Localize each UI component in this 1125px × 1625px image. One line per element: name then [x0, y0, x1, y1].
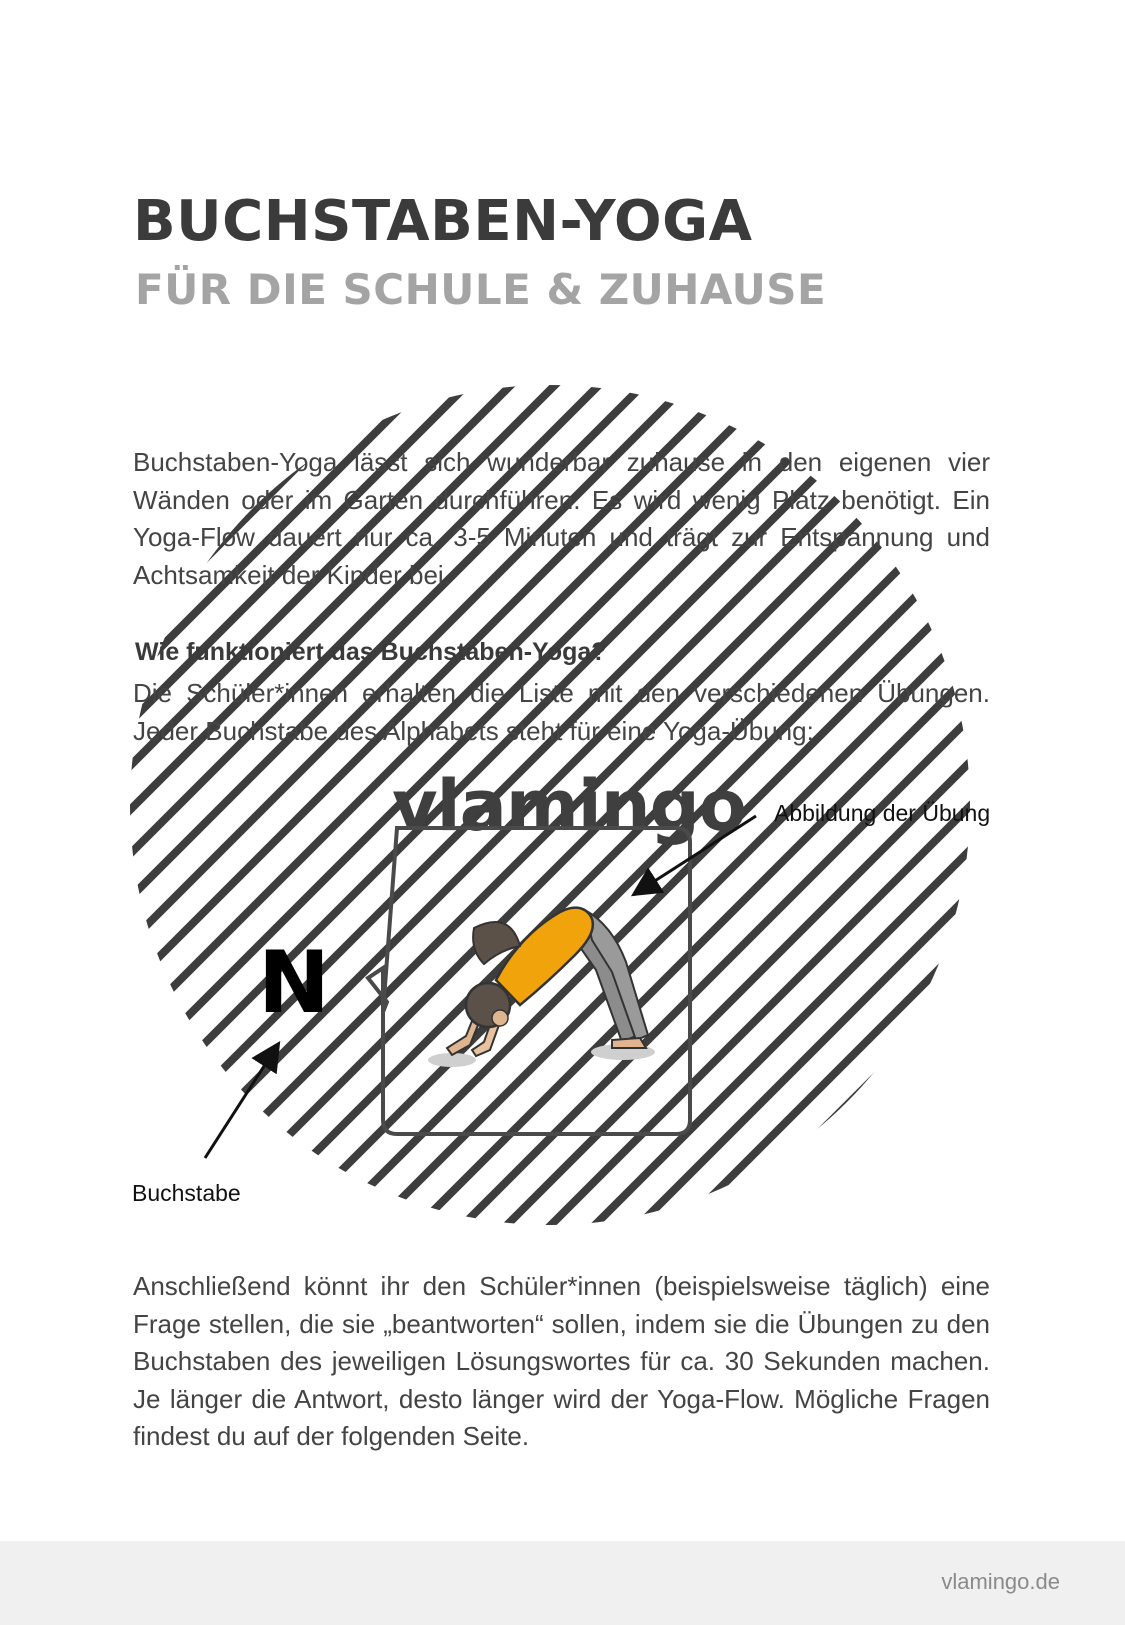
section-heading: Wie funktioniert das Buchstaben-Yoga? — [135, 638, 607, 666]
vlamingo-logo: vlamingo — [392, 765, 746, 847]
closing-paragraph: Anschließend könnt ihr den Schüler*innen (beispielsweise täglich) eine Frage stellen, die sie „beantworten“ sollen, indem sie die Übungen zu den Buchstaben des jeweiligen Lösungswortes für ca. 30 Sekunden machen. Je länger die Antwort, desto länger wird der Yoga-Flow. Mögliche Fragen findest du auf der folgenden Seite. — [133, 1271, 990, 1451]
example-card-illustration — [0, 750, 1125, 1230]
letter-n: N — [258, 933, 330, 1033]
letter-label: Buchstabe — [132, 1180, 241, 1206]
intro-paragraph: Buchstaben-Yoga lässt sich wunderbar zuhause in den eigenen vier Wänden oder im Garten durchführen. Es wird wenig Platz benötigt. Ein Yoga-Flow dauert nur ca. 3-5 Minuten und trägt zur Entspannung und Achtsamkeit der Kinder bei. — [133, 447, 990, 590]
downward-dog-yoga-icon — [428, 908, 655, 1067]
exercise-image-label: Abbildung der Übung — [774, 800, 991, 826]
how-it-works-paragraph: Die Schüler*innen erhalten die Liste mit den verschiedenen Übungen. Jeder Buchstabe des Alphabets steht für eine Yoga-Übung: — [133, 678, 990, 746]
letter-arrow — [205, 1046, 277, 1158]
footer — [0, 1541, 1125, 1625]
page-subtitle: FÜR DIE SCHULE & ZUHAUSE — [135, 265, 827, 314]
page-title: BUCHSTABEN-YOGA — [133, 189, 753, 254]
footer-url[interactable]: vlamingo.de — [941, 1569, 1060, 1594]
